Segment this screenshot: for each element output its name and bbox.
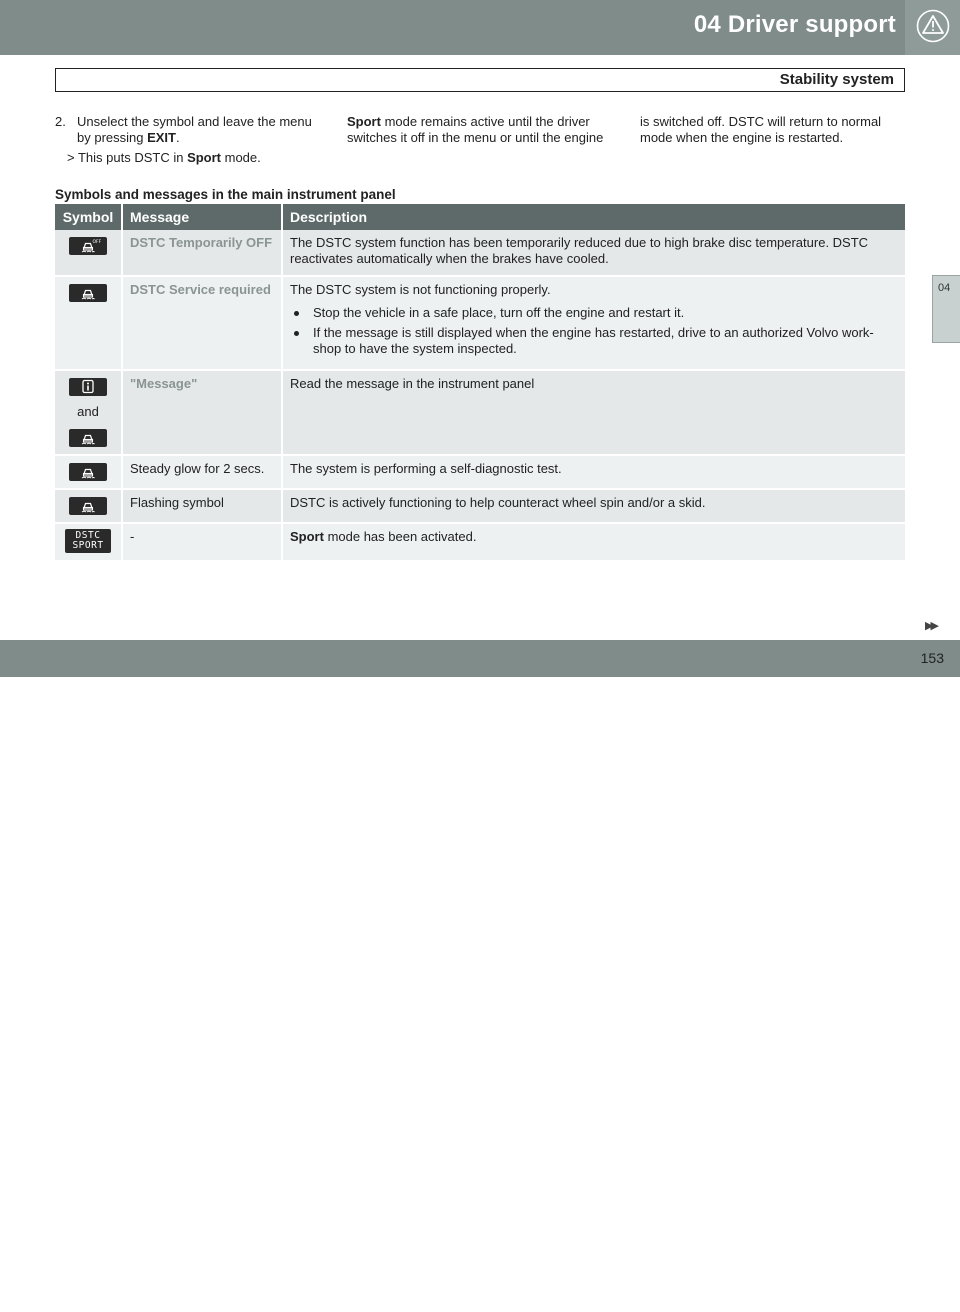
bullet-list (290, 305, 898, 357)
list-item (290, 325, 898, 357)
table-row (55, 489, 905, 523)
header-message: Message (122, 204, 282, 230)
page-number: 153 (920, 650, 944, 666)
warning-tile (905, 0, 960, 55)
list-item (290, 305, 898, 321)
sport-icon-line-1: DSTC (75, 530, 101, 541)
section-title: Stability system (779, 71, 894, 88)
message-cell: Steady glow for 2 secs. (122, 455, 282, 489)
symbol-cell (55, 455, 122, 489)
result-bold: Sport (187, 150, 222, 165)
description-text: mode has been activated. (323, 529, 477, 544)
message-text: DSTC Temporarily OFF (130, 235, 273, 250)
symbol-cell (55, 489, 122, 523)
symbol-cell (55, 230, 122, 276)
header-description: Description (282, 204, 905, 230)
symbol-cell (55, 276, 122, 370)
skid-car-icon (69, 463, 107, 481)
step-result (67, 150, 327, 166)
skid-car-icon (69, 237, 107, 255)
description-cell (282, 523, 905, 561)
result-suffix: mode. (221, 150, 261, 165)
watermark: carmanualsonline.info (690, 1286, 934, 1311)
header-symbol: Symbol (55, 204, 122, 230)
description-cell: The system is performing a self-diagnostic test. (282, 455, 905, 489)
svg-text:OFF: OFF (92, 240, 102, 245)
description-cell: DSTC is actively functioning to help counteract wheel spin and/or a skid. (282, 489, 905, 523)
step-text-c: . (176, 130, 180, 145)
message-cell: Flashing symbol (122, 489, 282, 523)
message-text: "Message" (130, 376, 198, 391)
info-icon (69, 378, 107, 396)
chapter-side-tab[interactable] (932, 275, 960, 343)
step-number: 2. (55, 114, 66, 129)
table-row (55, 276, 905, 370)
intro-column-3: is switched off. DSTC will return to normal mode when the engine is restarted. (640, 114, 882, 145)
warning-triangle-icon (916, 9, 950, 43)
sport-keyword: Sport (290, 529, 324, 544)
description-cell: Read the message in the instrument panel (282, 370, 905, 455)
col2-text: mode remains active until the driver switches it off in the menu or until the engine (347, 114, 604, 145)
next-page-arrows-icon[interactable]: ▶▶ (925, 620, 936, 632)
footer-bar (0, 640, 960, 1311)
table-row (55, 455, 905, 489)
intro-column-2 (347, 114, 617, 146)
symbols-messages-table (55, 204, 905, 562)
description-cell: The DSTC system function has been temporarily reduced due to high brake disc temperature. DSTC reactivates automatically when the brakes have cooled. (282, 230, 905, 276)
symbol-cell (55, 370, 122, 455)
symbol-and-text: and (77, 404, 99, 419)
chapter-header-bar (0, 0, 960, 55)
dstc-sport-icon (65, 529, 111, 553)
chapter-title: 04 Driver support (693, 11, 896, 38)
step-text (77, 114, 327, 146)
bullet-text: Stop the vehicle in a safe place, turn off the engine and restart it. (313, 305, 685, 320)
table-row (55, 370, 905, 455)
table-header-row (55, 204, 905, 230)
section-header (55, 68, 905, 92)
sport-icon-line-2: SPORT (72, 540, 104, 551)
table-row (55, 523, 905, 561)
result-prefix: > This puts DSTC in (67, 150, 188, 165)
description-text: The DSTC system is not functioning properly. (290, 282, 551, 297)
message-cell (122, 370, 282, 455)
message-cell (122, 276, 282, 370)
table-row (55, 230, 905, 276)
message-text: DSTC Service required (130, 282, 271, 297)
skid-car-icon (69, 497, 107, 515)
skid-car-icon (69, 284, 107, 302)
side-tab-label: 04 (938, 282, 951, 294)
col2-bold: Sport (347, 114, 381, 129)
symbol-cell (55, 523, 122, 561)
step-text-a: Unselect the symbol and leave the menu by pressing (77, 114, 312, 145)
message-cell: - (122, 523, 282, 561)
exit-keyword: EXIT (147, 130, 176, 145)
skid-car-icon (69, 429, 107, 447)
table-heading: Symbols and messages in the main instrument panel (55, 187, 396, 202)
bullet-text: If the message is still displayed when the engine has restarted, drive to an authorized Volvo work-shop to have the system inspected. (313, 325, 874, 356)
description-cell (282, 276, 905, 370)
message-cell (122, 230, 282, 276)
